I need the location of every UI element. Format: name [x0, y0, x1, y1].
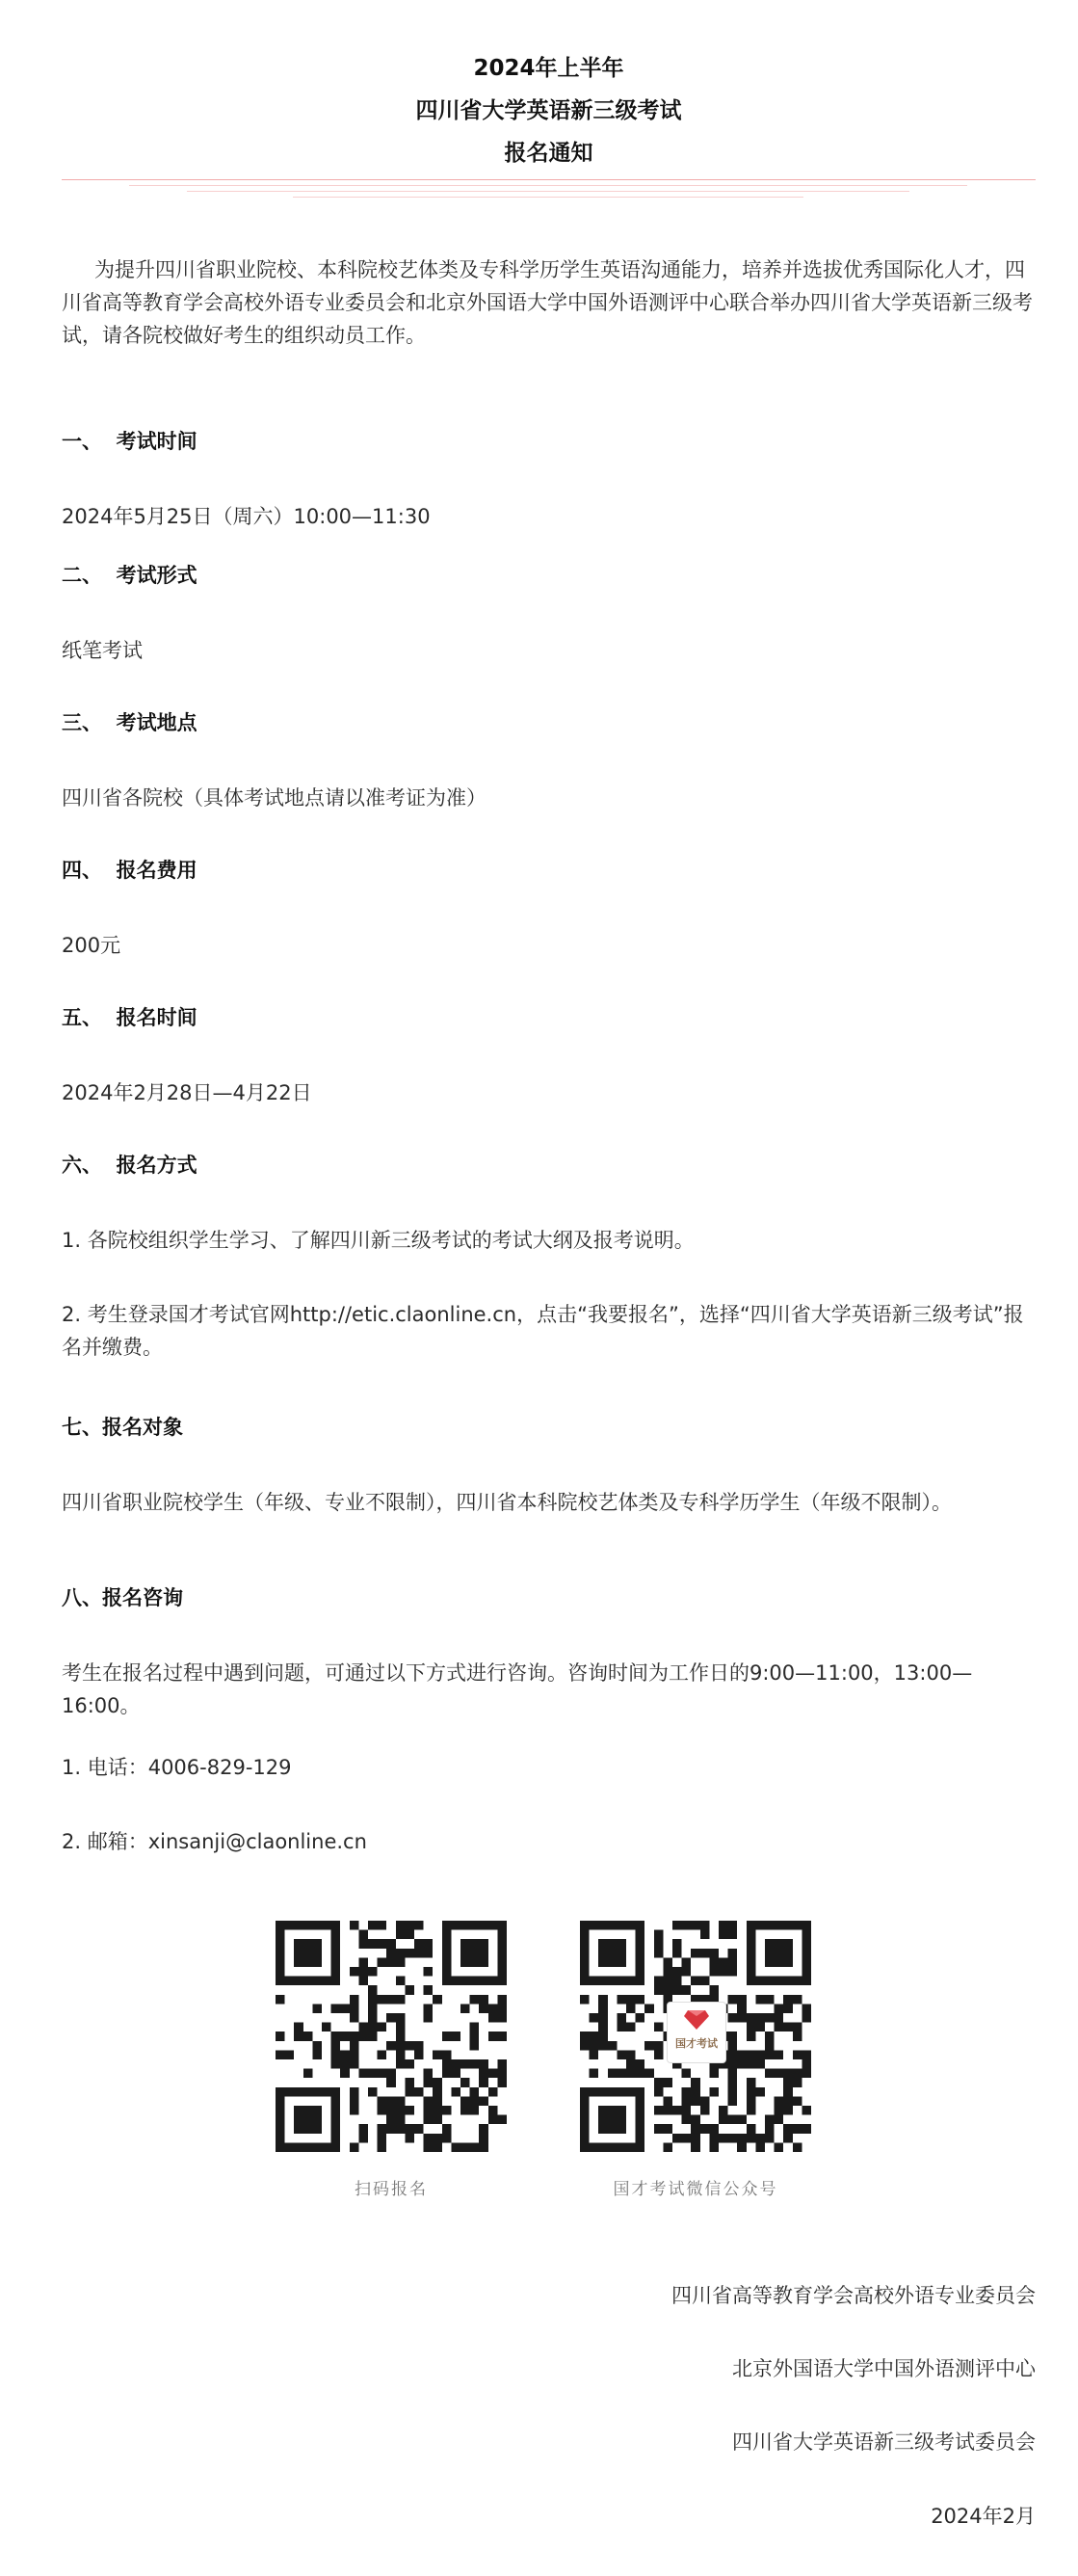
- qr-wechat-caption: 国才考试微信公众号: [613, 2180, 778, 2199]
- wechat-logo-badge: [667, 2002, 726, 2063]
- section-heading-exam-location: 三、 考试地点: [62, 711, 197, 734]
- exam-format-text: 纸笔考试: [62, 639, 143, 662]
- title-notice: 报名通知: [504, 141, 593, 166]
- section-heading-exam-time: 一、 考试时间: [62, 430, 197, 453]
- registration-time-text: 2024年2月28日—4月22日: [62, 1081, 312, 1104]
- section-heading-exam-format: 二、 考试形式: [62, 564, 197, 587]
- exam-time-text: 2024年5月25日（周六）10:00—11:30: [62, 505, 431, 528]
- intro-paragraph: 为提升四川省职业院校、本科院校艺体类及专科学历学生英语沟通能力，培养并选拔优秀国际化人才，四川省高等教育学会高校外语专业委员会和北京外国语大学中国外语测评中心联合举办四川省大学英语新三级考试，请各院校做好考生的组织动员工作。: [62, 258, 1033, 347]
- registration-method-item-1: 1. 各院校组织学生学习、了解四川新三级考试的考试大纲及报考说明。: [62, 1229, 695, 1252]
- title-exam-name: 四川省大学英语新三级考试: [415, 98, 682, 123]
- section-heading-eligibility: 七、报名对象: [62, 1416, 183, 1439]
- diamond-logo-icon: [684, 2008, 709, 2030]
- signature-org-2: 北京外国语大学中国外语测评中心: [732, 2357, 1036, 2380]
- registration-method-item-2: 2. 考生登录国才考试官网http://etic.claonline.cn，点击“我要报名”，选择“四川省大学英语新三级考试”报名并缴费。: [62, 1303, 1024, 1359]
- section-heading-registration-time: 五、 报名时间: [62, 1006, 197, 1029]
- qr-code-wechat[interactable]: [580, 1921, 811, 2152]
- inquiry-phone: 1. 电话：4006-829-129: [62, 1756, 292, 1779]
- qr-wechat-block: [580, 1921, 811, 2199]
- signature-org-1: 四川省高等教育学会高校外语专业委员会: [671, 2284, 1036, 2307]
- signature-date: 2024年2月: [931, 2505, 1036, 2528]
- qr-code-registration[interactable]: [276, 1921, 507, 2152]
- signature-org-3: 四川省大学英语新三级考试委员会: [732, 2430, 1036, 2454]
- section-heading-inquiry: 八、报名咨询: [62, 1586, 183, 1609]
- inquiry-text: 考生在报名过程中遇到问题，可通过以下方式进行咨询。咨询时间为工作日的9:00—11:00，13:00—16:00。: [62, 1661, 973, 1717]
- section-heading-registration-method: 六、 报名方式: [62, 1154, 197, 1177]
- inquiry-email: 2. 邮箱：xinsanji@claonline.cn: [62, 1830, 367, 1853]
- qr-registration-caption: 扫码报名: [355, 2180, 428, 2199]
- qr-registration-block: [276, 1921, 507, 2199]
- section-heading-fee: 四、 报名费用: [62, 859, 197, 882]
- eligibility-text: 四川省职业院校学生（年级、专业不限制），四川省本科院校艺体类及专科学历学生（年级不限制）。: [62, 1491, 952, 1514]
- fee-text: 200元: [62, 934, 121, 957]
- exam-location-text: 四川省各院校（具体考试地点请以准考证为准）: [62, 786, 486, 810]
- title-year: 2024年上半年: [473, 56, 624, 81]
- wechat-logo-text: 国才考试: [675, 2037, 718, 2050]
